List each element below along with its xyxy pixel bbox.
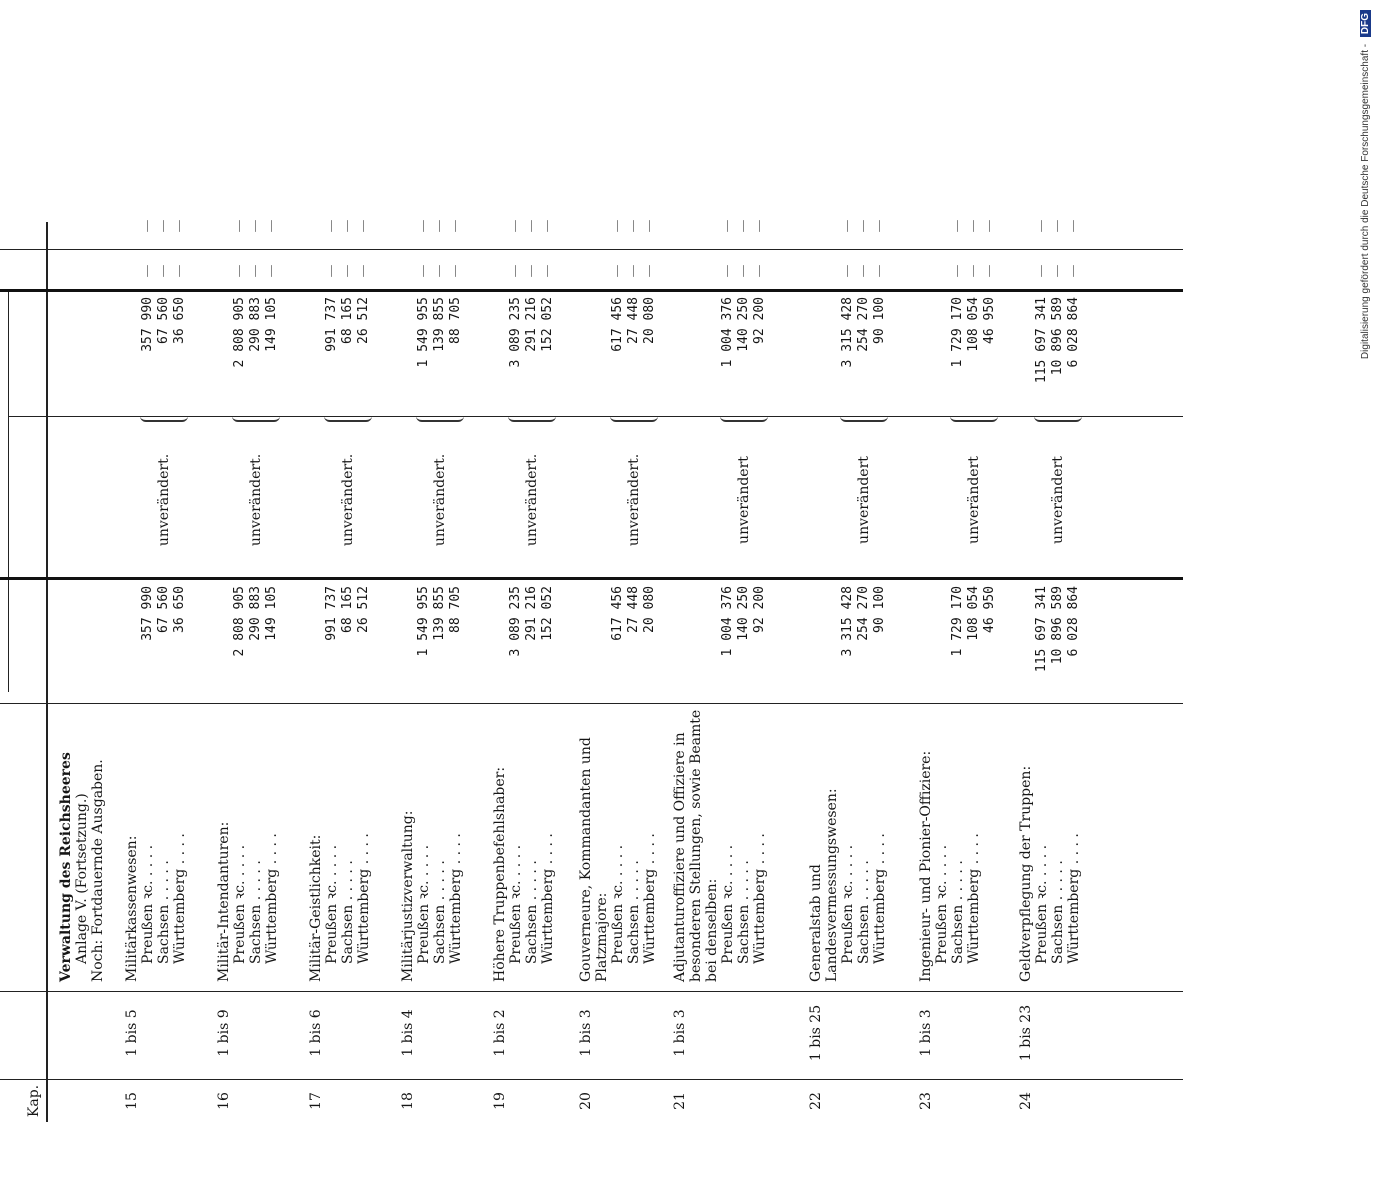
beschluss-amounts: [508, 297, 556, 417]
table-row: [578, 219, 668, 1122]
weniger-values: [610, 202, 658, 250]
table-row: [672, 219, 802, 1122]
row-category: Militärkassenwesen:: [124, 835, 140, 982]
row-description: [578, 702, 658, 982]
vorlage-amounts: [950, 586, 998, 704]
mehr-value: —: [610, 264, 625, 278]
row-item: Preußen ꝛc. . . . .: [232, 844, 248, 964]
beschluss-amount: 357 990: [140, 297, 155, 352]
row-category: Generalstab und Landesvermessungswesen:: [808, 788, 840, 982]
row-item: Preußen ꝛc. . . . .: [840, 844, 856, 964]
weniger-value: —: [356, 219, 371, 233]
beschluss-amount: 90 100: [872, 297, 887, 344]
beschluss-text: unverändert: [856, 456, 872, 544]
beschluss-amount: 26 512: [356, 297, 371, 344]
table-row: [808, 219, 908, 1122]
weniger-values: [416, 202, 464, 250]
weniger-value: —: [950, 219, 965, 233]
vorlage-amount: 20 080: [642, 586, 657, 633]
titel-range: 1 bis 3: [918, 1009, 934, 1057]
mehr-value: —: [642, 264, 657, 278]
beschluss-amount: 149 105: [264, 297, 279, 352]
row-item: Württemberg . . . .: [1066, 833, 1082, 964]
beschluss-text: unverändert: [1050, 456, 1066, 544]
weniger-value: —: [416, 219, 431, 233]
vorlage-amount: 617 456: [610, 586, 625, 641]
table-row: [918, 219, 1014, 1122]
row-item: Preußen ꝛc. . . . .: [1034, 844, 1050, 964]
vorlage-amount: 27 448: [626, 586, 641, 633]
weniger-value: —: [720, 219, 735, 233]
mehr-value: —: [324, 264, 339, 278]
vorlage-amounts: [416, 586, 464, 704]
titel-range: 1 bis 25: [808, 1004, 824, 1062]
beschluss-amount: 108 054: [966, 297, 981, 352]
row-item: Sachsen . . . . .: [856, 860, 872, 964]
row-description: [672, 702, 768, 982]
weniger-value: —: [156, 219, 171, 233]
section-note: Noch: Fortdauernde Ausgaben.: [90, 759, 106, 982]
row-item: Sachsen . . . . .: [626, 860, 642, 964]
beschluss-amount: 1 549 955: [416, 297, 431, 368]
row-category: Gouverneure, Kommandanten und Platzmajore:: [578, 737, 610, 982]
row-item: Württemberg . . . .: [642, 833, 658, 964]
weniger-values: [950, 202, 998, 250]
mehr-value: —: [340, 264, 355, 278]
row-item: Württemberg . . . .: [448, 833, 464, 964]
titel-range: 1 bis 3: [578, 1009, 594, 1057]
vorlage-amounts: [508, 586, 556, 704]
mehr-value: —: [966, 264, 981, 278]
kap-number: 21: [672, 1092, 688, 1110]
titel-range: 1 bis 4: [400, 1009, 416, 1057]
weniger-values: [508, 202, 556, 250]
row-item: Preußen ꝛc. . . . .: [720, 844, 736, 964]
vorlage-amount: 67 560: [156, 586, 171, 633]
mehr-value: —: [736, 264, 751, 278]
mehr-value: —: [1034, 264, 1049, 278]
beschluss-amounts: [950, 297, 998, 417]
beschluss-amount: 88 705: [448, 297, 463, 344]
row-item: Preußen ꝛc. . . . .: [324, 844, 340, 964]
titel-range: 1 bis 23: [1018, 1004, 1034, 1062]
mehr-values: [1034, 250, 1082, 292]
weniger-value: —: [626, 219, 641, 233]
titel-range: 1 bis 3: [672, 1009, 688, 1057]
vorlage-amounts: [232, 586, 280, 704]
mehr-value: —: [356, 264, 371, 278]
weniger-values: [324, 202, 372, 250]
mehr-value: —: [416, 264, 431, 278]
row-item: Sachsen . . . . .: [340, 860, 356, 964]
vorlage-amount: 1 729 170: [950, 586, 965, 657]
vorlage-amounts: [324, 586, 372, 704]
beschluss-amount: 46 950: [982, 297, 997, 344]
mehr-values: [950, 250, 998, 292]
row-description: [1018, 702, 1082, 982]
weniger-value: —: [736, 219, 751, 233]
weniger-value: —: [1050, 219, 1065, 233]
beschluss-text: unverändert.: [340, 453, 356, 547]
weniger-values: [1034, 202, 1082, 250]
beschluss-amounts: [720, 297, 768, 417]
weniger-value: —: [432, 219, 447, 233]
beschluss-amounts: [840, 297, 888, 417]
row-item: Preußen ꝛc. . . . .: [140, 844, 156, 964]
mehr-value: —: [172, 264, 187, 278]
beschluss-text: unverändert.: [524, 453, 540, 547]
rotated-document-page: [0, 192, 1191, 1192]
weniger-value: —: [264, 219, 279, 233]
beschluss-amounts: [610, 297, 658, 417]
row-description: [492, 702, 556, 982]
beschluss-amounts: [140, 297, 188, 417]
titel-range: 1 bis 9: [216, 1009, 232, 1057]
beschluss-amount: 10 896 589: [1050, 297, 1065, 376]
vorlage-amount: 90 100: [872, 586, 887, 633]
weniger-value: —: [324, 219, 339, 233]
beschluss-amounts: [1034, 297, 1082, 417]
row-item: Preußen ꝛc. . . . .: [610, 844, 626, 964]
kap-number: 20: [578, 1092, 594, 1110]
mehr-values: [324, 250, 372, 292]
vorlage-amounts: [720, 586, 768, 704]
weniger-value: —: [1066, 219, 1081, 233]
mehr-value: —: [840, 264, 855, 278]
beschluss-amount: 139 855: [432, 297, 447, 352]
weniger-values: [140, 202, 188, 250]
row-item: Württemberg . . . .: [752, 833, 768, 964]
vorlage-amount: 149 105: [264, 586, 279, 641]
beschluss-amount: 20 080: [642, 297, 657, 344]
row-description: [216, 702, 280, 982]
vorlage-amounts: [610, 586, 658, 704]
mehr-value: —: [856, 264, 871, 278]
vorlage-amount: 152 052: [540, 586, 555, 641]
beschluss-amount: 140 250: [736, 297, 751, 352]
weniger-value: —: [872, 219, 887, 233]
mehr-values: [610, 250, 658, 292]
dfg-credit-strip: [1360, 10, 1380, 990]
weniger-values: [232, 202, 280, 250]
beschluss-amount: 92 200: [752, 297, 767, 344]
mehr-value: —: [872, 264, 887, 278]
table-row: [492, 219, 572, 1122]
row-item: Württemberg . . . .: [264, 833, 280, 964]
vorlage-amount: 6 028 864: [1066, 586, 1081, 657]
row-description: [400, 702, 464, 982]
beschluesse-rule: [8, 292, 9, 692]
row-item: Sachsen . . . . .: [736, 860, 752, 964]
beschluss-text: unverändert.: [156, 453, 172, 547]
mehr-value: —: [232, 264, 247, 278]
section-heading: [58, 222, 118, 1122]
beschluss-amount: 68 165: [340, 297, 355, 344]
weniger-value: —: [448, 219, 463, 233]
beschluss-amounts: [416, 297, 464, 417]
mehr-value: —: [264, 264, 279, 278]
vorlage-amount: 1 549 955: [416, 586, 431, 657]
beschluss-text: unverändert.: [626, 453, 642, 547]
mehr-values: [840, 250, 888, 292]
mehr-values: [720, 250, 768, 292]
weniger-value: —: [752, 219, 767, 233]
row-item: Sachsen . . . . .: [950, 860, 966, 964]
beschluss-amount: 3 315 428: [840, 297, 855, 368]
mehr-value: —: [982, 264, 997, 278]
weniger-value: —: [856, 219, 871, 233]
weniger-value: —: [540, 219, 555, 233]
weniger-value: —: [248, 219, 263, 233]
beschluss-amount: 290 883: [248, 297, 263, 352]
row-item: Sachsen . . . . .: [524, 860, 540, 964]
kap-number: 23: [918, 1092, 934, 1110]
row-item: Württemberg . . . .: [966, 833, 982, 964]
mehr-value: —: [626, 264, 641, 278]
mehr-value: —: [950, 264, 965, 278]
column-header-rule: [46, 222, 48, 1122]
vorlage-amount: 108 054: [966, 586, 981, 641]
mehr-values: [508, 250, 556, 292]
beschluss-amount: 6 028 864: [1066, 297, 1081, 368]
weniger-values: [720, 202, 768, 250]
row-item: Württemberg . . . .: [172, 833, 188, 964]
kap-number: 16: [216, 1092, 232, 1110]
row-item: Preußen ꝛc. . . . .: [508, 844, 524, 964]
row-item: Württemberg . . . .: [356, 833, 372, 964]
row-category: Geldverpflegung der Truppen:: [1018, 765, 1034, 982]
mehr-value: —: [752, 264, 767, 278]
titel-range: 1 bis 2: [492, 1009, 508, 1057]
dfg-logo: DFG: [1360, 10, 1371, 37]
row-category: Militär-Geistlichkeit:: [308, 834, 324, 982]
beschluss-amount: 67 560: [156, 297, 171, 344]
vorlage-amount: 3 089 235: [508, 586, 523, 657]
beschluss-amount: 291 216: [524, 297, 539, 352]
row-category: Ingenieur- und Pionier-Offiziere:: [918, 750, 934, 982]
weniger-value: —: [172, 219, 187, 233]
weniger-value: —: [340, 219, 355, 233]
weniger-value: —: [840, 219, 855, 233]
beschluss-amounts: [232, 297, 280, 417]
vorlage-amount: 357 990: [140, 586, 155, 641]
table-row: [124, 219, 204, 1122]
mehr-value: —: [540, 264, 555, 278]
weniger-value: —: [524, 219, 539, 233]
kap-number: 15: [124, 1092, 140, 1110]
mehr-value: —: [156, 264, 171, 278]
row-item: Sachsen . . . . .: [156, 860, 172, 964]
beschluss-amount: 115 697 341: [1034, 297, 1049, 384]
vorlage-amount: 26 512: [356, 586, 371, 633]
table-row: [308, 219, 388, 1122]
mehr-value: —: [432, 264, 447, 278]
vorlage-amounts: [140, 586, 188, 704]
dfg-credit: [1360, 10, 1371, 990]
mehr-values: [416, 250, 464, 292]
mehr-values: [140, 250, 188, 292]
vorlage-amount: 254 270: [856, 586, 871, 641]
weniger-value: —: [232, 219, 247, 233]
beschluss-amounts: [324, 297, 372, 417]
beschluss-amount: 1 004 376: [720, 297, 735, 368]
vorlage-amount: 10 896 589: [1050, 586, 1065, 665]
row-item: Württemberg . . . .: [872, 833, 888, 964]
kap-number: 19: [492, 1092, 508, 1110]
vorlage-amount: 291 216: [524, 586, 539, 641]
beschluss-amount: 1 729 170: [950, 297, 965, 368]
table-row: [216, 219, 296, 1122]
weniger-value: —: [140, 219, 155, 233]
row-item: Sachsen . . . . .: [432, 860, 448, 964]
weniger-value: —: [982, 219, 997, 233]
titel-range: 1 bis 6: [308, 1009, 324, 1057]
mehr-values: [232, 250, 280, 292]
vorlage-amount: 88 705: [448, 586, 463, 633]
titel-range: 1 bis 5: [124, 1009, 140, 1057]
mehr-value: —: [448, 264, 463, 278]
mehr-value: —: [508, 264, 523, 278]
row-item: Preußen ꝛc. . . . .: [934, 844, 950, 964]
row-item: Württemberg . . . .: [540, 833, 556, 964]
vorlage-amount: 290 883: [248, 586, 263, 641]
weniger-value: —: [966, 219, 981, 233]
kap-number: 18: [400, 1092, 416, 1110]
weniger-value: —: [508, 219, 523, 233]
beschluss-text: unverändert: [736, 456, 752, 544]
kap-number: 24: [1018, 1092, 1034, 1110]
vorlage-amount: 68 165: [340, 586, 355, 633]
vorlage-amount: 991 737: [324, 586, 339, 641]
col-kap: Kap.: [26, 1084, 42, 1118]
row-item: Sachsen . . . . .: [248, 860, 264, 964]
row-category: Adjutanturoffiziere und Offiziere in besonderen Stellungen, sowie Beamte bei denselben:: [672, 709, 720, 982]
table-row: [1018, 219, 1128, 1122]
vorlage-amount: 92 200: [752, 586, 767, 633]
row-category: Militärjustizverwaltung:: [400, 810, 416, 982]
row-item: Sachsen . . . . .: [1050, 860, 1066, 964]
mehr-value: —: [248, 264, 263, 278]
section-heading-text: [58, 702, 106, 982]
row-item: Preußen ꝛc. . . . .: [416, 844, 432, 964]
mehr-value: —: [524, 264, 539, 278]
vorlage-amount: 1 004 376: [720, 586, 735, 657]
beschluss-amount: 3 089 235: [508, 297, 523, 368]
vorlage-amount: 46 950: [982, 586, 997, 633]
section-subtitle: Anlage V. (Fortsetzung.): [74, 793, 90, 964]
vorlage-amount: 3 315 428: [840, 586, 855, 657]
beschluss-amount: 991 737: [324, 297, 339, 352]
beschluss-text: unverändert.: [432, 453, 448, 547]
weniger-value: —: [610, 219, 625, 233]
row-category: Militär-Intendanturen:: [216, 821, 232, 982]
mehr-value: —: [720, 264, 735, 278]
kap-number: 17: [308, 1092, 324, 1110]
kap-number: 22: [808, 1092, 824, 1110]
mehr-value: —: [1066, 264, 1081, 278]
beschluss-amount: 36 650: [172, 297, 187, 344]
vorlage-amount: 2 808 905: [232, 586, 247, 657]
beschluss-amount: 2 808 905: [232, 297, 247, 368]
vorlage-amounts: [840, 586, 888, 704]
weniger-value: —: [642, 219, 657, 233]
row-description: [308, 702, 372, 982]
table-row: [400, 219, 480, 1122]
section-title: Verwaltung des Reichsheeres: [58, 752, 74, 982]
beschluss-text: unverändert: [966, 456, 982, 544]
row-description: [918, 702, 982, 982]
vorlage-amount: 140 250: [736, 586, 751, 641]
row-category: Höhere Truppenbefehlshaber:: [492, 766, 508, 982]
weniger-values: [840, 202, 888, 250]
dfg-credit-text: Digitalisierung gefördert durch die Deutsche Forschungsgemeinschaft -: [1360, 43, 1371, 360]
beschluss-amount: 254 270: [856, 297, 871, 352]
row-description: [808, 702, 888, 982]
vorlage-amount: 115 697 341: [1034, 586, 1049, 673]
vorlage-amount: 139 855: [432, 586, 447, 641]
beschluss-amount: 152 052: [540, 297, 555, 352]
mehr-value: —: [1050, 264, 1065, 278]
row-description: [124, 702, 188, 982]
mehr-value: —: [140, 264, 155, 278]
vorlage-amounts: [1034, 586, 1082, 704]
weniger-value: —: [1034, 219, 1049, 233]
beschluss-text: unverändert.: [248, 453, 264, 547]
beschluss-amount: 617 456: [610, 297, 625, 352]
vorlage-amount: 36 650: [172, 586, 187, 633]
beschluss-amount: 27 448: [626, 297, 641, 344]
